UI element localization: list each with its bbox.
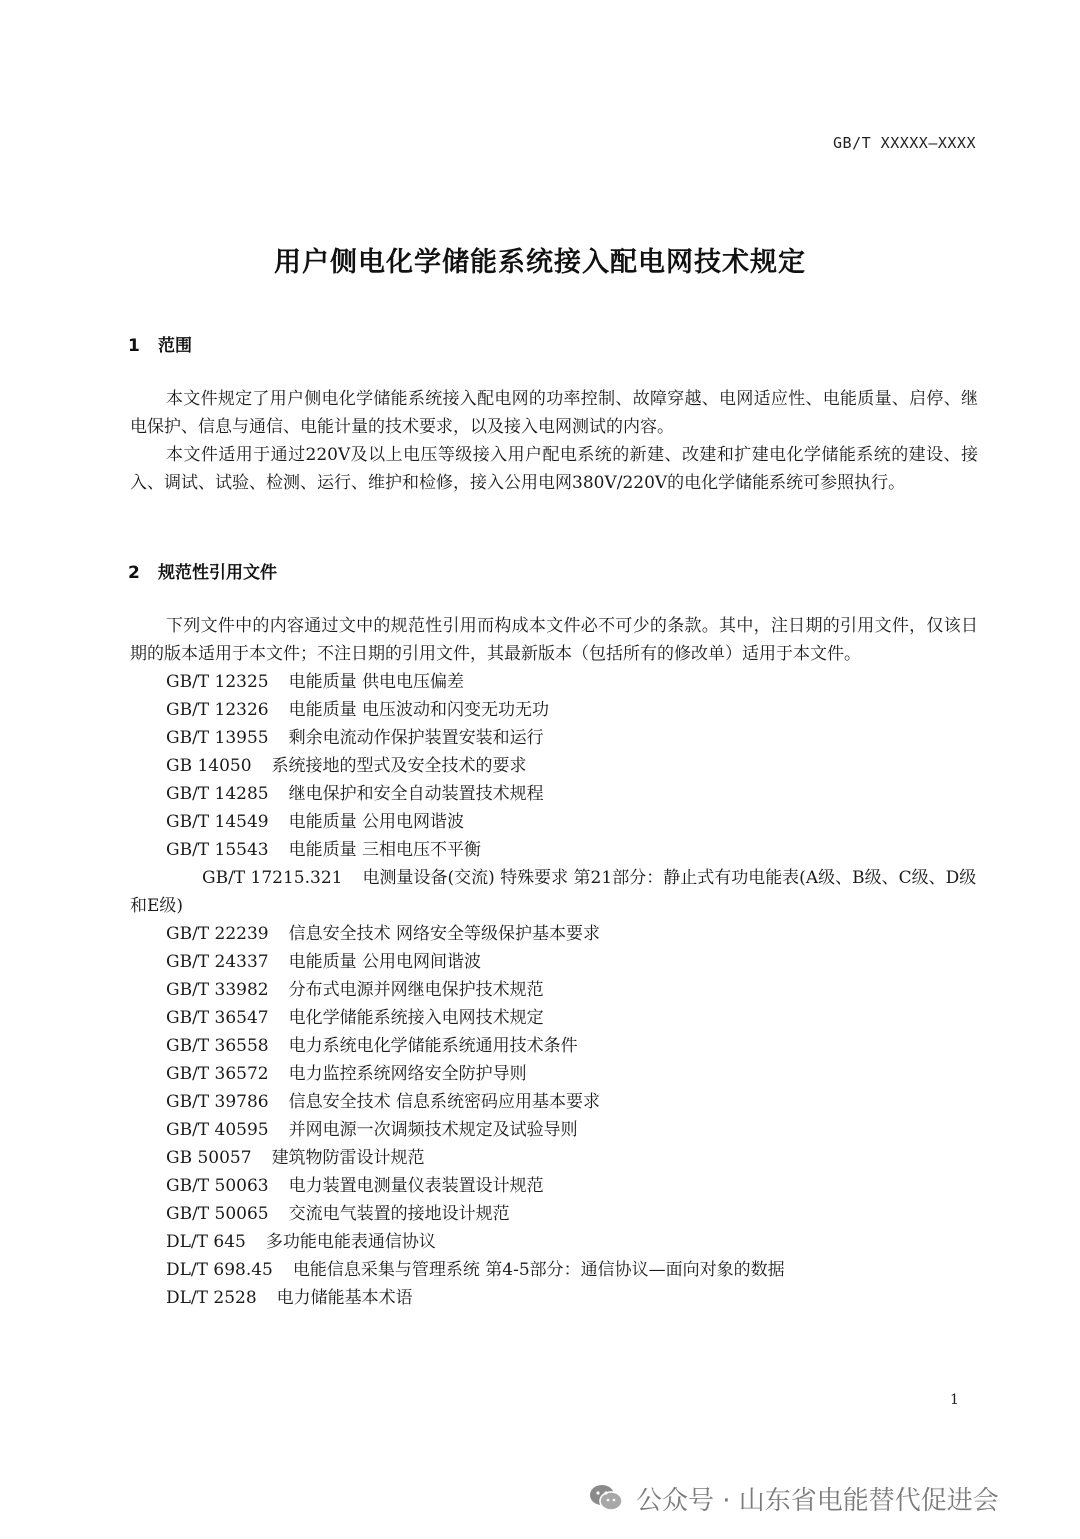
section-number: 1 (128, 336, 140, 356)
reference-code: GB/T 50065 (166, 1204, 269, 1224)
reference-title: 信息安全技术 网络安全等级保护基本要求 (288, 924, 601, 944)
reference-title: 继电保护和安全自动装置技术规程 (288, 784, 544, 804)
reference-item (130, 1200, 978, 1228)
reference-title: 信息安全技术 信息系统密码应用基本要求 (288, 1092, 601, 1112)
reference-item (130, 752, 978, 780)
reference-list (130, 668, 978, 1312)
reference-title: 电能质量 电压波动和闪变无功无功 (288, 700, 550, 720)
section-title: 范围 (158, 336, 192, 356)
reference-code: GB 14050 (166, 756, 252, 776)
reference-item (130, 808, 978, 836)
reference-code: GB/T 14285 (166, 784, 269, 804)
section-1-heading (128, 331, 192, 356)
reference-code: GB/T 36558 (166, 1036, 269, 1056)
reference-item (130, 668, 978, 696)
reference-code: DL/T 2528 (166, 1288, 257, 1308)
reference-item (130, 1228, 978, 1256)
reference-item (130, 976, 978, 1004)
reference-item (130, 920, 978, 948)
reference-title: 多功能电能表通信协议 (265, 1232, 436, 1252)
reference-item (130, 1060, 978, 1088)
reference-code: GB/T 33982 (166, 980, 269, 1000)
reference-item (130, 780, 978, 808)
reference-code: GB/T 50063 (166, 1176, 269, 1196)
reference-item (130, 1172, 978, 1200)
reference-item (130, 1284, 978, 1312)
reference-item (130, 836, 978, 864)
reference-title: 电力装置电测量仪表装置设计规范 (288, 1176, 544, 1196)
reference-code: GB/T 12326 (166, 700, 269, 720)
reference-item (130, 1116, 978, 1144)
reference-item (130, 1144, 978, 1172)
reference-title: 系统接地的型式及安全技术的要求 (271, 756, 527, 776)
reference-item (130, 864, 978, 920)
reference-title: 电能质量 供电电压偏差 (288, 672, 465, 692)
reference-title: 电化学储能系统接入电网技术规定 (288, 1008, 544, 1028)
reference-code: GB/T 36547 (166, 1008, 269, 1028)
watermark-text: 公众号 · 山东省电能替代促进会 (636, 1485, 999, 1516)
standard-code: GB/T XXXXX—XXXX (833, 134, 976, 152)
reference-code: GB/T 15543 (166, 840, 269, 860)
reference-title: 分布式电源并网继电保护技术规范 (288, 980, 544, 1000)
reference-code: DL/T 645 (166, 1232, 246, 1252)
section-2-heading (128, 558, 277, 583)
reference-title: 电能信息采集与管理系统 第4-5部分：通信协议—面向对象的数据 (292, 1260, 785, 1280)
reference-code: DL/T 698.45 (166, 1260, 273, 1280)
reference-code: GB 50057 (166, 1148, 252, 1168)
reference-code: GB/T 36572 (166, 1064, 269, 1084)
reference-code: GB/T 13955 (166, 728, 269, 748)
reference-code: GB/T 24337 (166, 952, 269, 972)
reference-item (130, 696, 978, 724)
reference-title: 建筑物防雷设计规范 (271, 1148, 425, 1168)
watermark (588, 1478, 999, 1518)
reference-title: 剩余电流动作保护装置安装和运行 (288, 728, 544, 748)
reference-item (130, 1032, 978, 1060)
reference-title: 并网电源一次调频技术规定及试验导则 (288, 1120, 578, 1140)
section-1-paragraph-2: 本文件适用于通过220V及以上电压等级接入用户配电系统的新建、改建和扩建电化学储能系统的建设、接入、调试、试验、检测、运行、维护和检修，接入公用电网380V/220V的电化学储能系统可参照执行。 (130, 445, 978, 493)
reference-title: 电力储能基本术语 (276, 1288, 413, 1308)
reference-item (130, 1256, 978, 1284)
reference-title: 电能质量 三相电压不平衡 (288, 840, 482, 860)
wechat-icon (588, 1482, 624, 1514)
reference-code: GB/T 40595 (166, 1120, 269, 1140)
reference-code: GB/T 39786 (166, 1092, 269, 1112)
section-2-intro: 下列文件中的内容通过文中的规范性引用而构成本文件必不可少的条款。其中，注日期的引用文件，仅该日期的版本适用于本文件；不注日期的引用文件，其最新版本（包括所有的修改单）适用于本文件。 (130, 616, 978, 664)
reference-title: 电能质量 公用电网间谐波 (288, 952, 482, 972)
reference-title: 电测量设备(交流) 特殊要求 第21部分：静止式有功电能表(A级、B级、C级、D级和E级) (130, 868, 977, 916)
document-title: 用户侧电化学储能系统接入配电网技术规定 (274, 247, 806, 278)
section-number: 2 (128, 563, 140, 583)
reference-title: 交流电气装置的接地设计规范 (288, 1204, 510, 1224)
reference-item (130, 1088, 978, 1116)
reference-title: 电能质量 公用电网谐波 (288, 812, 465, 832)
reference-item (130, 1004, 978, 1032)
reference-title: 电力系统电化学储能系统通用技术条件 (288, 1036, 578, 1056)
reference-title: 电力监控系统网络安全防护导则 (288, 1064, 527, 1084)
section-1-paragraph-1: 本文件规定了用户侧电化学储能系统接入配电网的功率控制、故障穿越、电网适应性、电能质量、启停、继电保护、信息与通信、电能计量的技术要求，以及接入电网测试的内容。 (130, 389, 978, 437)
page-number: 1 (950, 1392, 959, 1408)
reference-code: GB/T 14549 (166, 812, 269, 832)
reference-code: GB/T 17215.321 (202, 868, 343, 888)
reference-code: GB/T 22239 (166, 924, 269, 944)
section-title: 规范性引用文件 (158, 563, 277, 583)
reference-item (130, 948, 978, 976)
reference-item (130, 724, 978, 752)
reference-code: GB/T 12325 (166, 672, 269, 692)
